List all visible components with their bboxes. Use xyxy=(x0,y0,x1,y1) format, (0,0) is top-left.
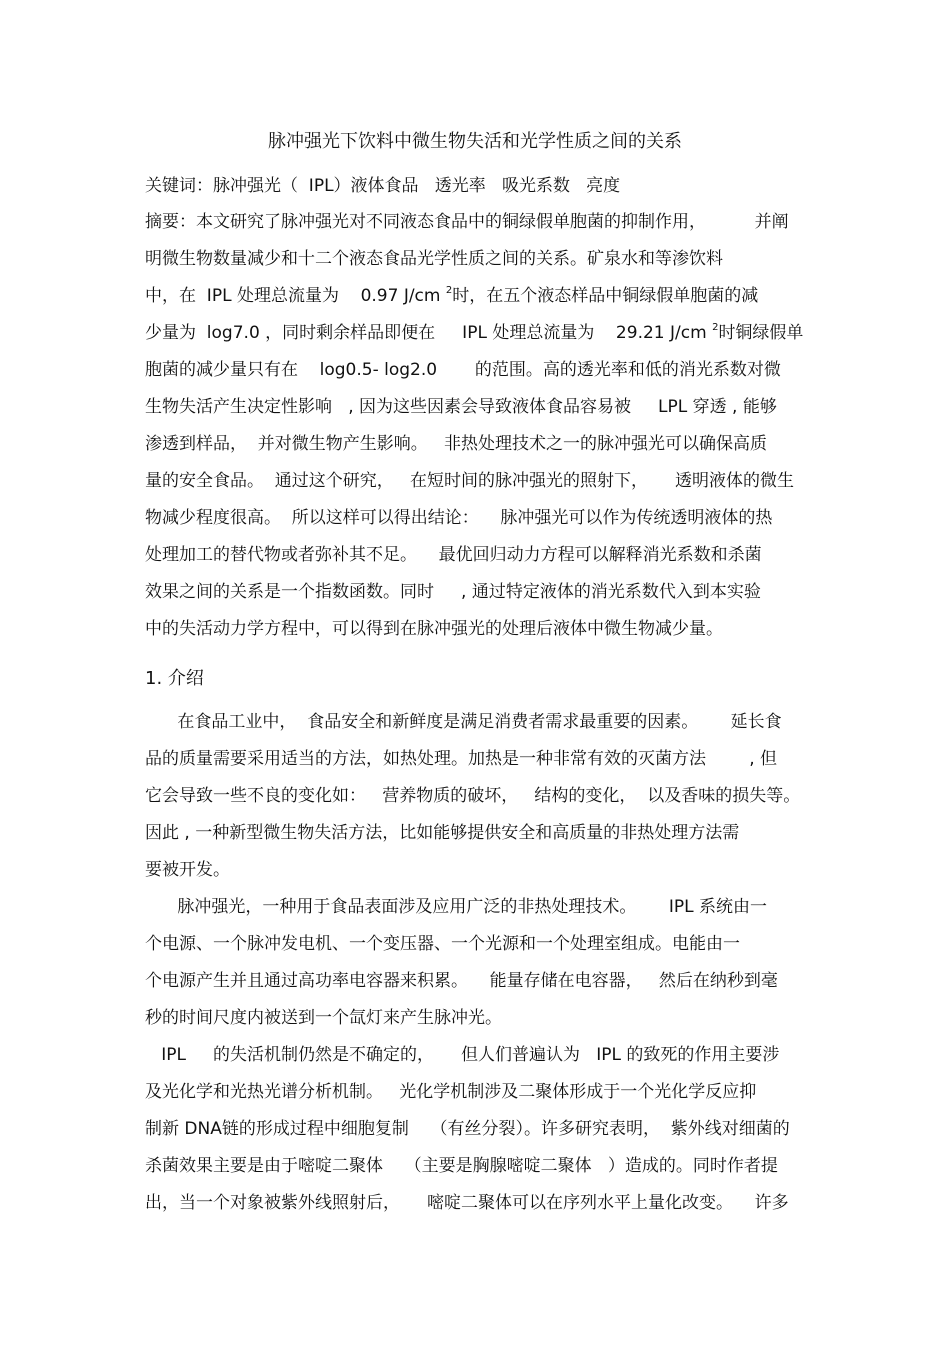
body-text-line: 及光化学和光热光谱分析机制。 光化学机制涉及二聚体形成于一个光化学反应抑 xyxy=(145,1082,757,1102)
abstract-line: 摘要：本文研究了脉冲强光对不同液态食品中的铜绿假单胞菌的抑制作用， 并阐 xyxy=(145,212,789,232)
body-text-line: 在食品工业中， 食品安全和新鲜度是满足消费者需求最重要的因素。 延长食 xyxy=(145,712,782,732)
body-text-line: 出，当一个对象被紫外线照射后， 嘧啶二聚体可以在序列水平上量化改变。 许多 xyxy=(145,1193,789,1213)
superscript: 2 xyxy=(445,285,453,296)
line-text: 少量为 log7.0 ，同时剩余样品即便在 IPL 处理总流量为 29.21 J/cm xyxy=(145,323,713,343)
keywords-line: 关键词：脉冲强光（ IPL）液体食品 透光率 吸光系数 亮度 xyxy=(145,176,621,196)
body-text-line: 制新 DNA链的形成过程中细胞复制 （有丝分裂）。许多研究表明， 紫外线对细菌的 xyxy=(145,1119,790,1139)
abstract-line: 明微生物数量减少和十二个液态食品光学性质之间的关系。矿泉水和等渗饮料 xyxy=(145,249,723,269)
abstract-line: 渗透到样品， 并对微生物产生影响。 非热处理技术之一的脉冲强光可以确保高质 xyxy=(145,434,768,454)
body-text-line: 它会导致一些不良的变化如： 营养物质的破坏， 结构的变化， 以及香味的损失等。 xyxy=(145,786,801,806)
section-heading: 1. 介绍 xyxy=(145,668,204,689)
body-text-line: 杀菌效果主要是由于嘧啶二聚体 （主要是胸腺嘧啶二聚体 ）造成的。同时作者提 xyxy=(145,1156,778,1176)
body-text-line: 个电源、一个脉冲发电机、一个变压器、一个光源和一个处理室组成。电能由一 xyxy=(145,934,740,954)
abstract-line: 处理加工的替代物或者弥补其不足。 最优回归动力方程可以解释消光系数和杀菌 xyxy=(145,545,762,565)
abstract-line: 中的失活动力学方程中，可以得到在脉冲强光的处理后液体中微生物减少量。 xyxy=(145,619,723,639)
body-text-line: 品的质量需要采用适当的方法，如热处理。加热是一种非常有效的灭菌方法 , 但 xyxy=(145,749,778,769)
superscript: 2 xyxy=(712,322,719,333)
abstract-line xyxy=(145,321,803,345)
abstract-line: 效果之间的关系是一个指数函数。同时 , 通过特定液体的消光系数代入到本实验 xyxy=(145,582,761,602)
body-text-line: 要被开发。 xyxy=(145,860,230,880)
line-text: 时，在五个液态样品中铜绿假单胞菌的减 xyxy=(452,286,759,306)
page-title: 脉冲强光下饮料中微生物失活和光学性质之间的关系 xyxy=(268,131,682,152)
abstract-line: 量的安全食品。 通过这个研究， 在短时间的脉冲强光的照射下， 透明液体的微生 xyxy=(145,471,795,491)
body-text-line: 脉冲强光，一种用于食品表面涉及应用广泛的非热处理技术。 IPL 系统由一 xyxy=(145,897,767,917)
line-text: 中，在 IPL 处理总流量为 0.97 J/cm xyxy=(145,286,446,306)
abstract-line: 胞菌的减少量只有在 log0.5- log2.0 的范围。高的透光率和低的消光系数对微 xyxy=(145,360,781,380)
body-text-line: 个电源产生并且通过高功率电容器来积累。 能量存储在电容器， 然后在纳秒到毫 xyxy=(145,971,778,991)
body-text-line: 因此 , 一种新型微生物失活方法，比如能够提供安全和高质量的非热处理方法需 xyxy=(145,823,740,843)
body-text-line: IPL 的失活机制仍然是不确定的， 但人们普遍认为 IPL 的致死的作用主要涉 xyxy=(145,1045,780,1065)
abstract-line: 生物失活产生决定性影响 , 因为这些因素会导致液体食品容易被 LPL 穿透 , 能够 xyxy=(145,397,777,417)
line-text: 时铜绿假单 xyxy=(718,323,804,343)
abstract-line: 物减少程度很高。 所以这样可以得出结论： 脉冲强光可以作为传统透明液体的热 xyxy=(145,508,773,528)
body-text-line: 秒的时间尺度内被送到一个氙灯来产生脉冲光。 xyxy=(145,1008,502,1028)
abstract-line xyxy=(145,284,758,308)
